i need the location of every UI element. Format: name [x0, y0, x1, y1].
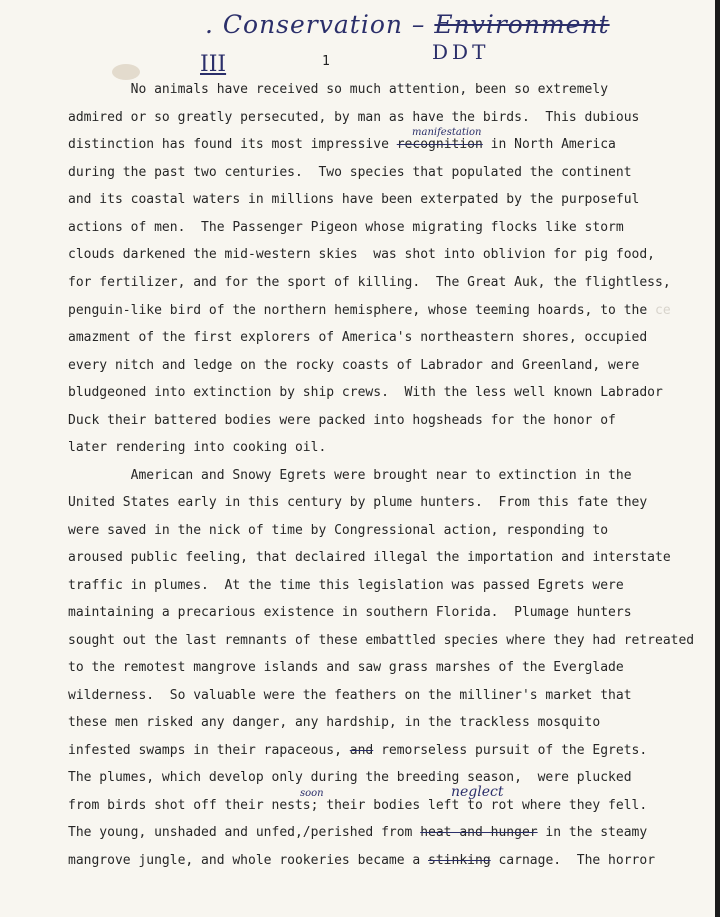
- line-text: from birds shot off their nests; their bodies left to rot where they fell.: [68, 798, 648, 813]
- line-text: No animals have received so much attention, been so extremely: [68, 82, 609, 97]
- text-line: [68, 166, 632, 180]
- line-text: and its coastal waters in millions have been exterpated by the purposeful: [68, 192, 640, 207]
- heading-environment: Environment: [434, 10, 610, 39]
- text-line: [68, 799, 647, 813]
- text-line: [68, 551, 671, 565]
- text-line: [68, 689, 632, 703]
- handwritten-roman-numeral: III: [200, 52, 227, 77]
- line-text: mangrove jungle, and whole rookeries became a: [68, 853, 429, 868]
- text-line: [68, 111, 639, 125]
- text-line: [68, 606, 632, 620]
- text-line: [68, 771, 632, 785]
- line-text: admired or so greatly persecuted, by man as have the birds. This dubious: [68, 110, 640, 125]
- insert-soon: soon: [300, 788, 324, 799]
- struck-word: and: [349, 743, 374, 758]
- line-text: bludgeoned into extinction by ship crews. With the less well known Labrador: [68, 385, 663, 400]
- text-line: [68, 193, 639, 207]
- handwritten-heading: [205, 10, 610, 39]
- page-number: 1: [322, 54, 330, 69]
- line-text: Duck their battered bodies were packed into hogsheads for the honor of: [68, 413, 616, 428]
- text-line: [68, 359, 639, 373]
- text-line: [68, 469, 632, 483]
- line-text: were saved in the nick of time by Congressional action, responding to: [68, 523, 609, 538]
- line-text: wilderness. So valuable were the feathers on the milliner's market that: [68, 688, 632, 703]
- insert-manifestation: manifestation: [412, 127, 482, 138]
- line-tail: remorseless pursuit of the Egrets.: [373, 743, 648, 758]
- text-line: [68, 248, 655, 262]
- line-text: infested swamps in their rapaceous,: [68, 743, 350, 758]
- text-line: [68, 276, 671, 290]
- text-line: [68, 496, 647, 510]
- text-line: [68, 304, 671, 318]
- text-line: [68, 414, 616, 428]
- line-tail: carnage. The horror: [490, 853, 656, 868]
- text-line: [68, 441, 326, 455]
- paper-stain: [112, 64, 140, 80]
- line-text: penguin-like bird of the northern hemisphere, whose teeming hoards, to the: [68, 303, 648, 318]
- insert-neglect: neglect: [451, 784, 504, 800]
- line-text: during the past two centuries. Two species that populated the continent: [68, 165, 632, 180]
- line-text: The young, unshaded and unfed,/perished from: [68, 825, 421, 840]
- text-line: [68, 524, 608, 538]
- line-text: every nitch and ledge on the rocky coasts of Labrador and Greenland, were: [68, 358, 640, 373]
- line-text: The plumes, which develop only during the breeding season, were plucked: [68, 770, 632, 785]
- struck-word: recognition: [396, 137, 483, 152]
- line-text: American and Snowy Egrets were brought near to extinction in the: [68, 468, 632, 483]
- text-line: [68, 579, 624, 593]
- line-text: clouds darkened the mid-western skies was shot into oblivion for pig food,: [68, 247, 655, 262]
- text-line: [68, 744, 647, 758]
- text-line: [68, 854, 655, 868]
- handwritten-ddt: DDT: [432, 40, 490, 64]
- line-text: these men risked any danger, any hardship, in the trackless mosquito: [68, 715, 601, 730]
- line-text: distinction has found its most impressive: [68, 137, 397, 152]
- text-line: [68, 826, 647, 840]
- text-line: [68, 138, 616, 152]
- line-text: United States early in this century by plume hunters. From this fate they: [68, 495, 648, 510]
- text-line: [68, 221, 624, 235]
- line-text: maintaining a precarious existence in southern Florida. Plumage hunters: [68, 605, 632, 620]
- struck-word: heat and hunger: [420, 825, 538, 840]
- text-line: [68, 634, 694, 648]
- heading-conservation: . Conservation –: [205, 10, 426, 39]
- text-line: [68, 386, 663, 400]
- faded-text: ce: [655, 303, 671, 318]
- line-text: later rendering into cooking oil.: [68, 440, 327, 455]
- line-text: actions of men. The Passenger Pigeon whose migrating flocks like storm: [68, 220, 624, 235]
- line-text: sought out the last remnants of these embattled species where they had retreated: [68, 633, 695, 648]
- text-line: [68, 661, 624, 675]
- text-line: [68, 716, 600, 730]
- text-line: [68, 83, 608, 97]
- line-text: to the remotest mangrove islands and saw grass marshes of the Everglade: [68, 660, 624, 675]
- line-text: traffic in plumes. At the time this legislation was passed Egrets were: [68, 578, 624, 593]
- line-tail: in North America: [482, 137, 616, 152]
- line-tail: in the steamy: [537, 825, 648, 840]
- line-text: aroused public feeling, that declaired illegal the importation and interstate: [68, 550, 671, 565]
- struck-word: stinking: [428, 853, 491, 868]
- text-line: [68, 331, 647, 345]
- line-text: amazment of the first explorers of America's northeastern shores, occupied: [68, 330, 648, 345]
- line-text: for fertilizer, and for the sport of killing. The Great Auk, the flightless,: [68, 275, 671, 290]
